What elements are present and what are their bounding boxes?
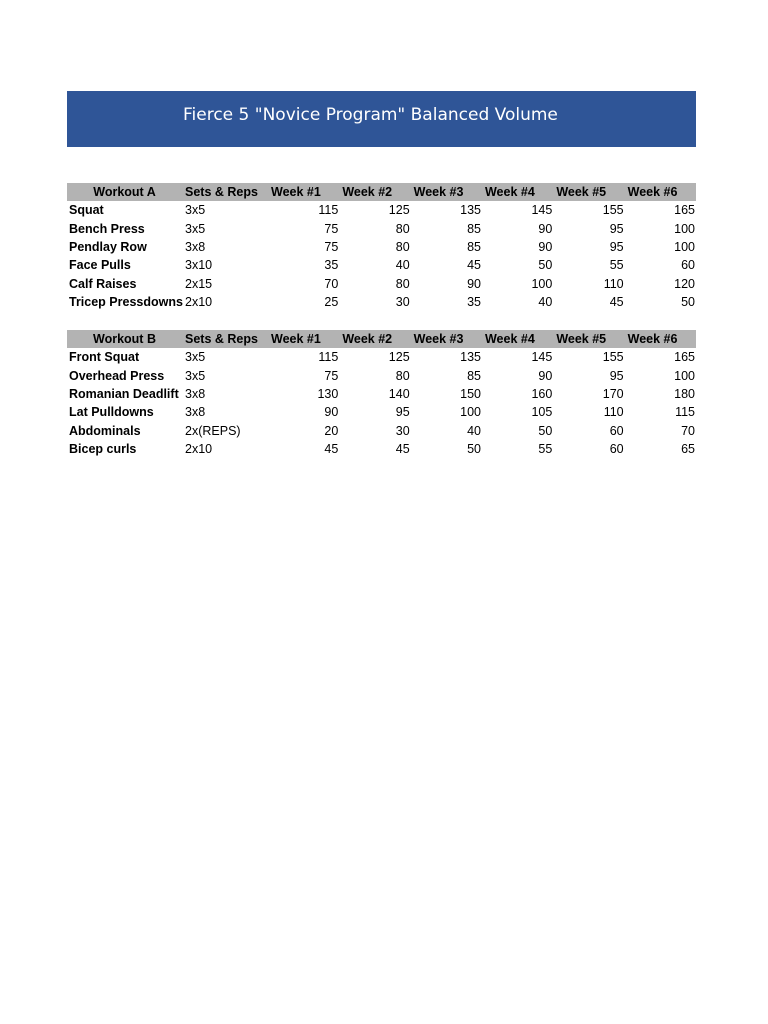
week-1-weight: 25 (324, 295, 339, 310)
sets-reps-cell: 3x5 (185, 203, 206, 218)
week-1-weight: 20 (324, 423, 339, 438)
week-5-weight: 170 (602, 386, 624, 401)
week-2-weight: 30 (395, 295, 410, 310)
week-2-weight: 125 (388, 350, 410, 365)
column-header-week-1: Week #1 (268, 183, 339, 201)
week-5-weight: 155 (602, 350, 624, 365)
header-row (67, 330, 696, 348)
week-2-weight: 40 (395, 258, 410, 273)
week-1-weight: 70 (324, 276, 339, 291)
week-5-weight: 155 (602, 203, 624, 218)
week-1-weight: 75 (324, 239, 339, 254)
week-1-weight: 75 (324, 368, 339, 383)
week-4-weight: 55 (538, 442, 553, 457)
workout-a-table (67, 183, 696, 311)
week-5-weight: 45 (609, 295, 624, 310)
table-row (67, 256, 696, 274)
exercise-name: Abdominals (69, 423, 141, 438)
sets-reps-cell: 3x8 (185, 239, 206, 254)
week-6-weight: 70 (681, 423, 695, 438)
week-3-weight: 50 (467, 442, 481, 457)
week-2-weight: 140 (388, 386, 410, 401)
week-4-weight: 90 (538, 239, 553, 254)
week-6-weight: 165 (674, 203, 695, 218)
workout-b-table (67, 330, 696, 458)
sets-reps-cell: 3x5 (185, 368, 206, 383)
sets-reps-cell: 3x8 (185, 386, 206, 401)
sets-reps-cell: 3x8 (185, 405, 206, 420)
exercise-name: Romanian Deadlift (69, 386, 179, 401)
week-3-weight: 40 (467, 423, 481, 438)
column-header-week-6: Week #6 (625, 183, 696, 201)
column-header-week-4: Week #4 (482, 330, 553, 348)
week-3-weight: 100 (460, 405, 481, 420)
exercise-name: Bench Press (69, 221, 145, 236)
week-4-weight: 90 (538, 368, 553, 383)
week-5-weight: 55 (609, 258, 624, 273)
week-3-weight: 150 (460, 386, 481, 401)
sets-reps-cell: 2x10 (185, 295, 213, 310)
column-header-week-2: Week #2 (339, 183, 410, 201)
exercise-name: Tricep Pressdowns (69, 295, 183, 310)
week-6-weight: 165 (674, 350, 695, 365)
week-3-weight: 90 (467, 276, 481, 291)
week-2-weight: 80 (395, 221, 410, 236)
column-header-week-1: Week #1 (268, 330, 339, 348)
week-3-weight: 85 (467, 368, 481, 383)
week-6-weight: 100 (674, 239, 695, 254)
column-header-sets-reps: Sets & Reps (182, 330, 268, 348)
week-1-weight: 115 (318, 350, 339, 365)
week-4-weight: 145 (531, 350, 553, 365)
week-4-weight: 50 (538, 423, 553, 438)
table-row (67, 366, 696, 384)
week-4-weight: 40 (538, 295, 553, 310)
column-header-week-3: Week #3 (411, 183, 482, 201)
column-header-week-6: Week #6 (625, 330, 696, 348)
week-6-weight: 120 (674, 276, 695, 291)
table-row (67, 348, 696, 366)
column-header-workout: Workout B (67, 330, 182, 348)
week-4-weight: 50 (538, 258, 553, 273)
exercise-name: Pendlay Row (69, 239, 147, 254)
week-2-weight: 95 (395, 405, 410, 420)
column-header-workout: Workout A (67, 183, 182, 201)
week-3-weight: 85 (467, 239, 481, 254)
week-5-weight: 95 (609, 221, 624, 236)
column-header-week-5: Week #5 (553, 330, 624, 348)
sets-reps-cell: 3x10 (185, 258, 213, 273)
week-1-weight: 35 (324, 258, 339, 273)
week-4-weight: 90 (538, 221, 553, 236)
page-title: Fierce 5 "Novice Program" Balanced Volume (183, 105, 558, 125)
sets-reps-cell: 2x(REPS) (185, 423, 241, 438)
week-1-weight: 90 (324, 405, 339, 420)
week-1-weight: 130 (317, 386, 339, 401)
week-5-weight: 95 (609, 239, 624, 254)
week-3-weight: 45 (467, 258, 481, 273)
table-row (67, 219, 696, 237)
week-2-weight: 30 (395, 423, 410, 438)
week-5-weight: 60 (609, 423, 624, 438)
exercise-name: Calf Raises (69, 276, 137, 291)
table-row (67, 422, 696, 440)
week-3-weight: 135 (460, 203, 481, 218)
sets-reps-cell: 2x10 (185, 442, 213, 457)
week-2-weight: 80 (395, 368, 410, 383)
week-6-weight: 100 (674, 221, 695, 236)
week-2-weight: 125 (388, 203, 410, 218)
header-row (67, 183, 696, 201)
exercise-name: Bicep curls (69, 442, 137, 457)
exercise-name: Front Squat (69, 350, 140, 365)
sets-reps-cell: 3x5 (185, 350, 206, 365)
week-6-weight: 115 (675, 405, 695, 420)
week-5-weight: 60 (609, 442, 624, 457)
column-header-sets-reps: Sets & Reps (182, 183, 268, 201)
column-header-week-3: Week #3 (411, 330, 482, 348)
week-2-weight: 80 (395, 239, 410, 254)
week-4-weight: 145 (531, 203, 553, 218)
week-3-weight: 35 (467, 295, 481, 310)
table-row (67, 275, 696, 293)
week-2-weight: 45 (395, 442, 410, 457)
column-header-week-4: Week #4 (482, 183, 553, 201)
exercise-name: Squat (69, 203, 104, 218)
week-4-weight: 160 (531, 386, 553, 401)
week-6-weight: 100 (674, 368, 695, 383)
table-row (67, 385, 696, 403)
week-3-weight: 135 (460, 350, 481, 365)
table-row (67, 201, 696, 219)
week-4-weight: 105 (531, 405, 553, 420)
table-row (67, 440, 696, 458)
week-5-weight: 95 (609, 368, 624, 383)
week-6-weight: 50 (681, 295, 695, 310)
week-3-weight: 85 (467, 221, 481, 236)
week-1-weight: 115 (318, 203, 339, 218)
week-6-weight: 60 (681, 258, 695, 273)
week-1-weight: 75 (324, 221, 339, 236)
sets-reps-cell: 2x15 (185, 276, 213, 291)
table-row (67, 238, 696, 256)
column-header-week-5: Week #5 (553, 183, 624, 201)
week-6-weight: 180 (674, 386, 695, 401)
week-4-weight: 100 (531, 276, 553, 291)
column-header-week-2: Week #2 (339, 330, 410, 348)
title-banner (67, 91, 696, 147)
exercise-name: Overhead Press (69, 368, 165, 383)
table-row (67, 293, 696, 311)
week-1-weight: 45 (324, 442, 339, 457)
table-row (67, 403, 696, 421)
week-5-weight: 110 (603, 405, 624, 420)
sets-reps-cell: 3x5 (185, 221, 206, 236)
week-5-weight: 110 (603, 276, 624, 291)
week-2-weight: 80 (395, 276, 410, 291)
exercise-name: Lat Pulldowns (69, 405, 154, 420)
exercise-name: Face Pulls (69, 258, 131, 273)
week-6-weight: 65 (681, 442, 695, 457)
